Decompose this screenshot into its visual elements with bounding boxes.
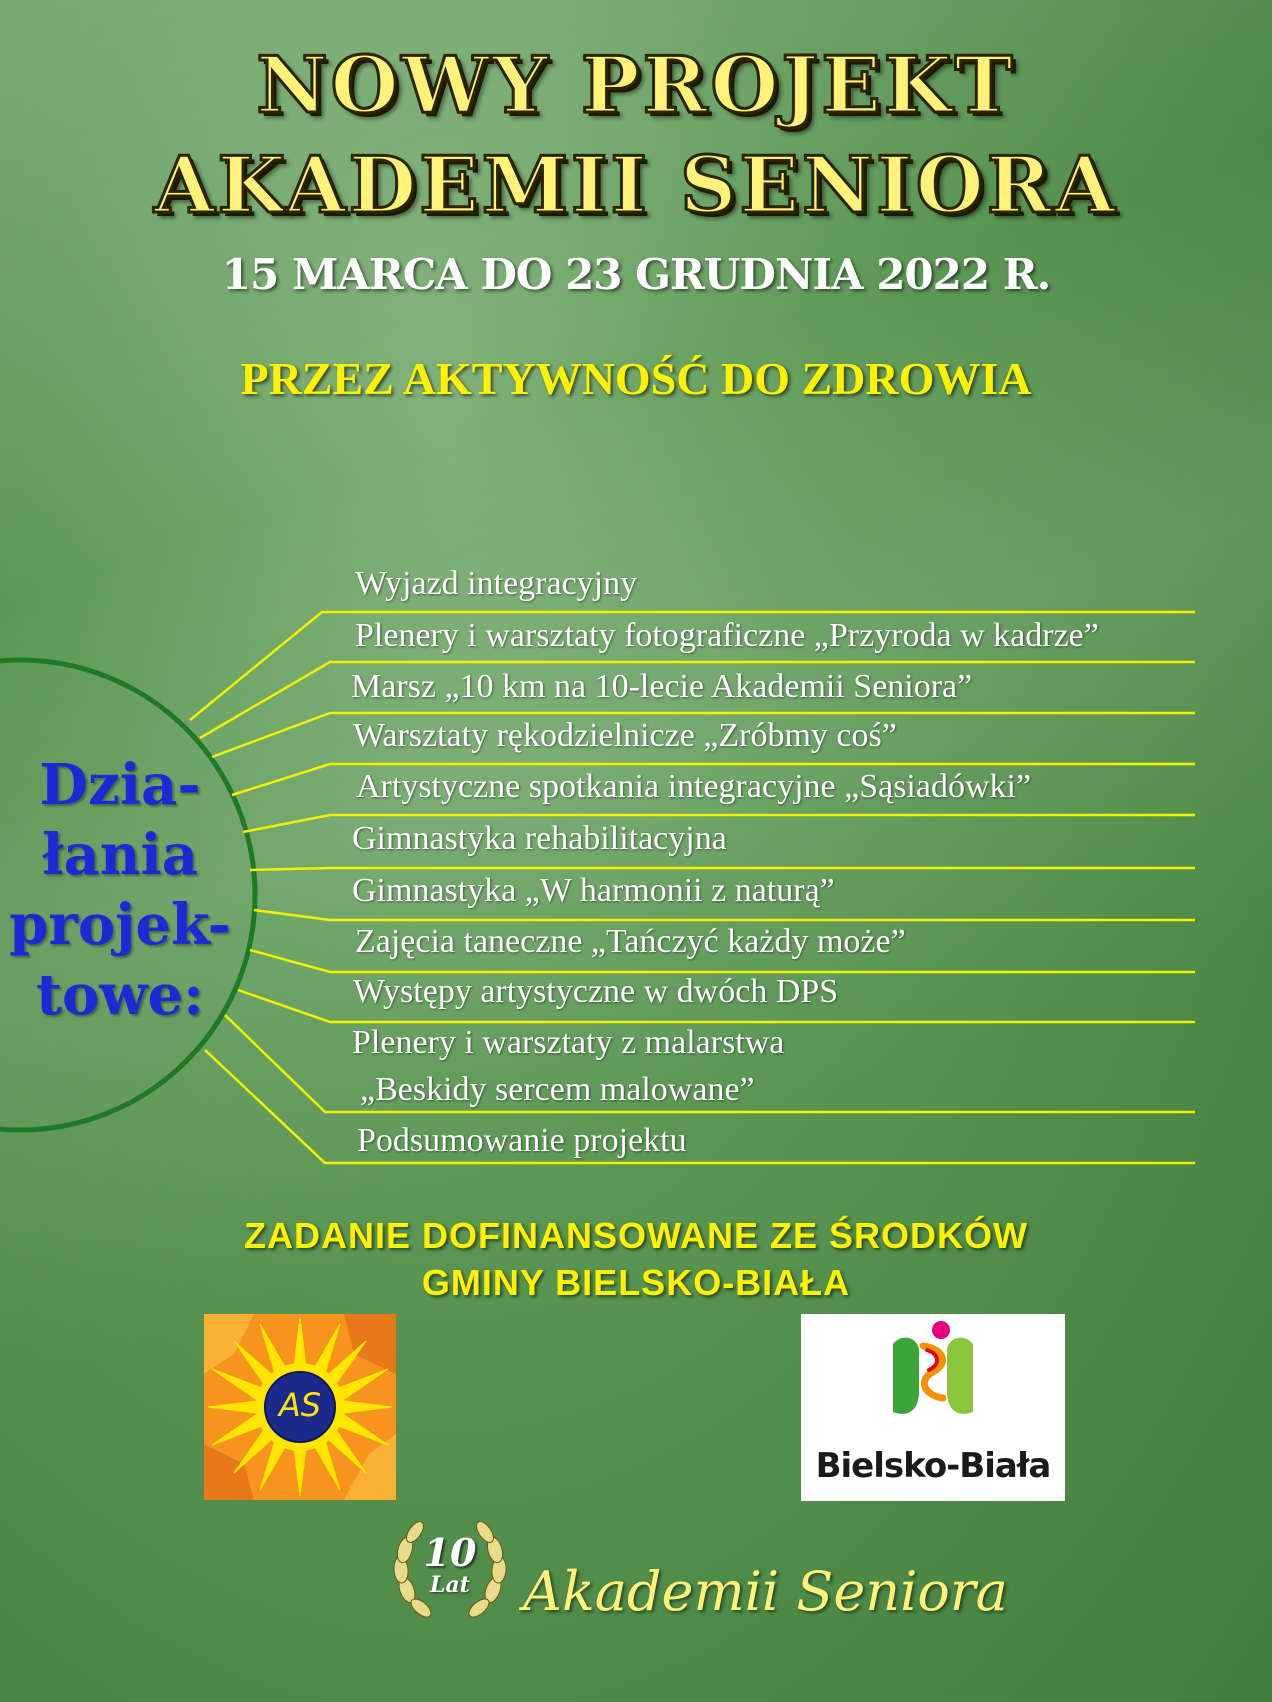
activity-item: Plenery i warsztaty fotograficzne „Przyroda w kadrze” — [355, 617, 1099, 654]
activity-item: Plenery i warsztaty z malarstwa — [352, 1024, 785, 1061]
anniversary-number: 10 — [423, 1530, 477, 1575]
project-motto: PRZEZ AKTYWNOŚĆ DO ZDROWIA — [240, 353, 1032, 404]
funding-line-2: GMINY BIELSKO-BIAŁA — [421, 1262, 851, 1303]
activity-item: Zajęcia taneczne „Tańczyć każdy może” — [355, 923, 906, 960]
activities-heading — [0, 750, 240, 1030]
activities-heading-line-4: towe: — [36, 962, 204, 1028]
activity-item: Gimnastyka „W harmonii z naturą” — [352, 872, 835, 909]
anniversary-text: Akademii Seniora — [523, 1560, 1008, 1623]
activities-heading-line-3: projek- — [9, 892, 231, 958]
connector-line — [254, 910, 1195, 920]
bielsko-biala-logo — [801, 1314, 1065, 1501]
title-line-2: AKADEMII SENIORA — [153, 140, 1119, 231]
akademia-seniora-logo — [204, 1314, 396, 1500]
activity-item: Warsztaty rękodzielnicze „Zróbmy coś” — [353, 717, 897, 754]
title-line-1: NOWY PROJEKT — [256, 40, 1016, 131]
activity-item: Występy artystyczne w dwóch DPS — [353, 973, 839, 1010]
funding-line-1: ZADANIE DOFINANSOWANE ZE ŚRODKÓW — [244, 1215, 1028, 1256]
as-badge-text: AS — [278, 1386, 322, 1424]
activities-heading-line-2: łania — [41, 822, 199, 888]
anniversary-unit: Lat — [430, 1572, 470, 1598]
project-dates: 15 MARCA DO 23 GRUDNIA 2022 R. — [221, 250, 1051, 299]
city-emblem-icon — [801, 1314, 1065, 1444]
city-name: Bielsko-Biała — [815, 1446, 1051, 1486]
activity-item: „Beskidy sercem malowane” — [360, 1071, 755, 1108]
activity-item: Wyjazd integracyjny — [355, 565, 638, 602]
activity-item: Podsumowanie projektu — [357, 1122, 687, 1159]
activities-heading-line-1: Dzia- — [39, 752, 201, 818]
activity-item: Marsz „10 km na 10-lecie Akademii Seniora” — [351, 668, 973, 705]
activity-item: Artystyczne spotkania integracyjne „Sąsiadówki” — [356, 768, 1032, 805]
activity-item: Gimnastyka rehabilitacyjna — [352, 820, 727, 857]
connector-line — [250, 868, 1195, 870]
